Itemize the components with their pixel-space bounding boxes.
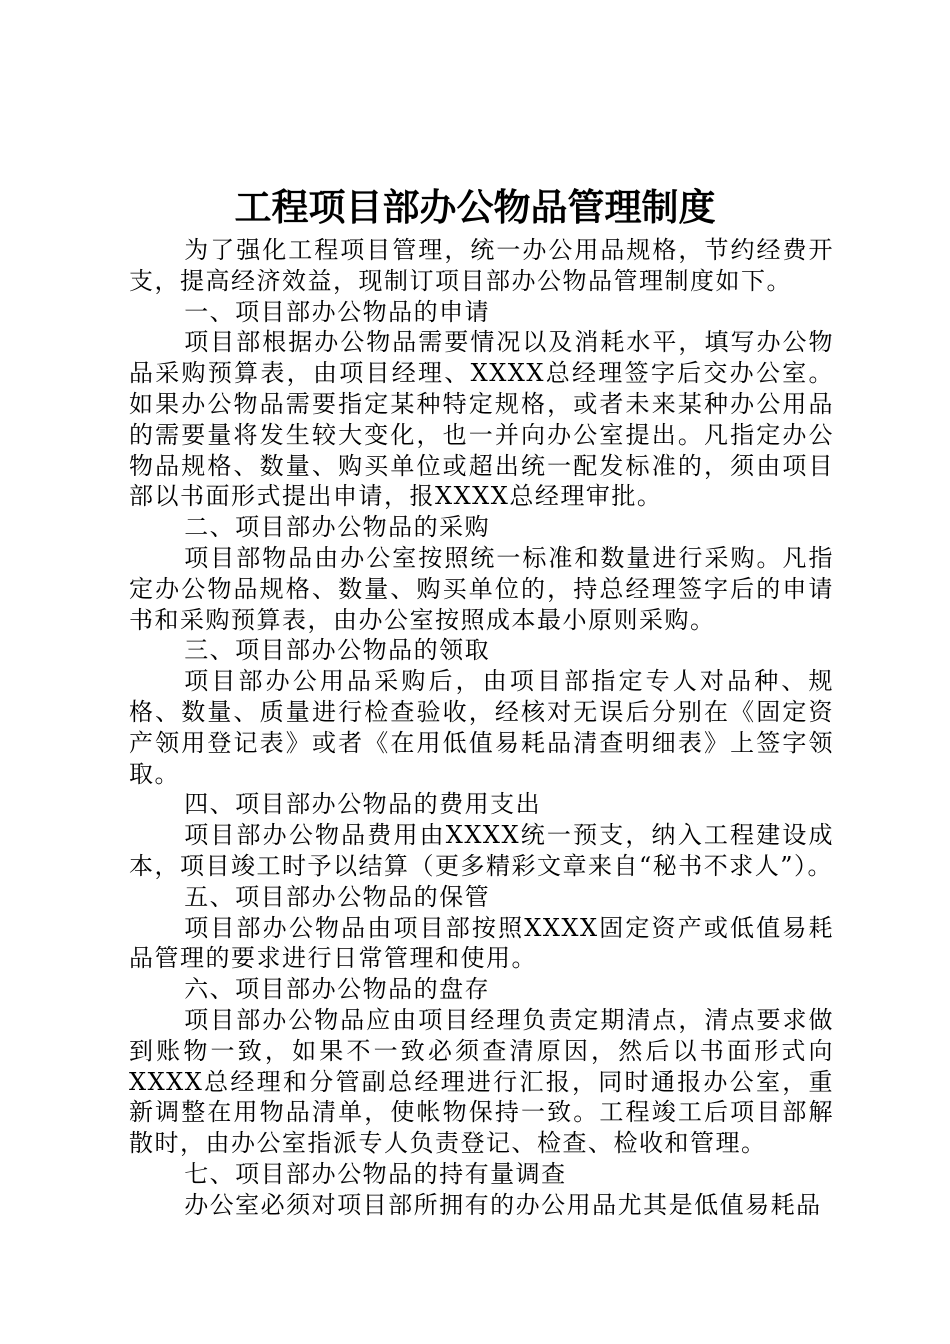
section-heading-collection: 三、项目部办公物品的领取 [184,636,491,665]
intro-paragraph: 为了强化工程项目管理，统一办公用品规格，节约经费开支，提高经济效益，现制订项目部办公物品管理制度如下。 [129,236,834,295]
section-body-expenses: 项目部办公物品费用由XXXX统一预支，纳入工程建设成本，项目竣工时予以结算（更多精彩文章来自“秘书不求人”）。 [129,821,834,880]
section-heading-application: 一、项目部办公物品的申请 [184,297,491,326]
document-title: 工程项目部办公物品管理制度 [234,185,716,229]
section-heading-holdings-survey: 七、项目部办公物品的持有量调查 [184,1159,567,1188]
document-body [129,235,834,1221]
section-heading-expenses: 四、项目部办公物品的费用支出 [184,790,542,819]
section-heading-inventory: 六、项目部办公物品的盘存 [184,975,491,1004]
section-body-inventory: 项目部办公物品应由项目经理负责定期清点，清点要求做到账物一致，如果不一致必须查清原因，然后以书面形式向XXXX总经理和分管副总经理进行汇报，同时通报办公室，重新调整在用物品清单，使帐物保持一致。工程竣工后项目部解散时，由办公室指派专人负责登记、检查、检收和管理。 [129,1005,834,1158]
section-body-collection: 项目部办公用品采购后，由项目部指定专人对品种、规格、数量、质量进行检查验收，经核对无误后分别在《固定资产领用登记表》或者《在用低值易耗品清查明细表》上签字领取。 [129,667,834,788]
section-body-procurement: 项目部物品由办公室按照统一标准和数量进行采购。凡指定办公物品规格、数量、购买单位的，持总经理签字后的申请书和采购预算表，由办公室按照成本最小原则采购。 [129,543,834,634]
section-body-custody: 项目部办公物品由项目部按照XXXX固定资产或低值易耗品管理的要求进行日常管理和使用。 [129,913,834,973]
section-heading-custody: 五、项目部办公物品的保管 [184,882,491,911]
section-body-holdings-survey: 办公室必须对项目部所拥有的办公用品尤其是低值易耗品 [184,1190,822,1219]
section-heading-procurement: 二、项目部办公物品的采购 [184,513,491,542]
section-body-application: 项目部根据办公物品需要情况以及消耗水平，填写办公物品采购预算表，由项目经理、XXXX总经理签字后交办公室。如果办公物品需要指定某种特定规格，或者未来某种办公用品的需要量将发生较大变化，也一并向办公室提出。凡指定办公物品规格、数量、购买单位或超出统一配发标准的，须由项目部以书面形式提出申请，报XXXX总经理审批。 [129,328,834,511]
